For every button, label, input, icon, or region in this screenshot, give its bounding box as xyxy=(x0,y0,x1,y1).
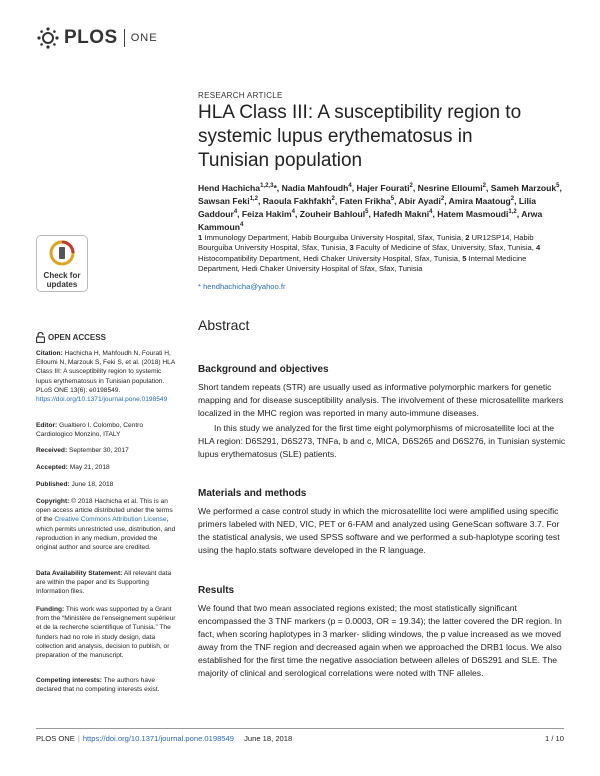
published-date: June 18, 2018 xyxy=(69,481,114,488)
article-type: RESEARCH ARTICLE xyxy=(198,91,283,100)
corresponding-email[interactable]: * hendhachicha@yahoo.fr xyxy=(198,282,286,291)
results-heading: Results xyxy=(198,585,235,596)
footer-journal: PLOS ONE xyxy=(36,734,75,743)
funding-block xyxy=(36,605,178,660)
background-heading: Background and objectives xyxy=(198,364,329,375)
background-paragraph-2: In this study we analyzed for the first time eight polymorphisms of microsatellite loci at the HLA region: D6S291, D6S273, TNFa, b and c, MICA, D6S265 and D6S276, in Tunisian systemic lupus erythematosus (SLE) patients. xyxy=(198,423,566,459)
results-paragraph: We found that two mean associated regions existed; the most statistically significant encompassed the 3 TNF markers (p = 0.0003, OR = 19.34); the latter covered the DR region. In fact, when scoring haplotypes in 3 marker- sliding windows, the p value increased as we moved away from the TNF region and decreased again when we approached the DRB1 locus. We also established for the first time the negative association between alleles of D6S291 and SLE. The majority of clinical and serological correlations were noted with TNF alleles. xyxy=(198,603,562,678)
cc-license-link[interactable]: Creative Commons Attribution License xyxy=(54,516,167,524)
copyright-text-1: © 2018 Hachicha et al. This is an open access article distributed under the terms of the xyxy=(36,498,173,524)
citation-doi-link[interactable]: https://doi.org/10.1371/journal.pone.0198549 xyxy=(36,396,168,404)
methods-heading: Materials and methods xyxy=(198,488,307,499)
plos-logo-icon xyxy=(36,26,60,50)
copyright-text-2: , which permits unrestricted use, distribution, and reproduction in any medium, provided the original author and source are credited. xyxy=(36,516,176,552)
received-label: Received: xyxy=(36,447,68,454)
methods-paragraph: We performed a case control study in which the microsatellite loci were amplified using specific primers labeled with NED, VIC, PET or 6-FAM and analyzed using GeneScan software 3.7. For the statistical analysis, we used SPSS software and we performed a sub-haplotype scoring test using the haplo.stats software developed in the R language. xyxy=(198,506,560,555)
footer-citation: PLOS ONE | https://doi.org/10.1371/journal.pone.0198549 June 18, 2018 xyxy=(36,734,293,743)
competing-interests-text: The authors have declared that no competing interests exist. xyxy=(36,677,160,694)
page-number: 1 / 10 xyxy=(545,734,564,743)
data-availability-block xyxy=(36,569,178,597)
funding-label: Funding: xyxy=(36,606,65,613)
published-label: Published: xyxy=(36,481,70,488)
article-title: HLA Class III: A susceptibility region to systemic lupus erythematosus in Tunisian population xyxy=(198,102,522,171)
journal-sub: ONE xyxy=(130,32,158,44)
received-date: September 30, 2017 xyxy=(67,447,129,454)
citation-text: Hachicha H, Mahfoudh N, Fourati H, Elloumi N, Marzouk S, Feki S, et al. (2018) HLA Class III: A susceptibility region to systemic lupus erythematosus in Tunisian population. PLoS ONE 13(6): e0198549. xyxy=(36,350,175,394)
logo-divider xyxy=(124,29,125,47)
open-access-badge xyxy=(36,332,106,343)
abstract-heading: Abstract xyxy=(198,317,250,333)
copyright-label: Copyright: xyxy=(36,498,70,505)
received-block xyxy=(36,446,178,455)
check-updates-icon xyxy=(49,240,75,266)
citation-label: Citation: xyxy=(36,350,63,357)
data-availability-text: All relevant data are within the paper and its Supporting Information files. xyxy=(36,570,172,596)
data-availability-label: Data Availability Statement: xyxy=(36,570,123,577)
competing-interests-label: Competing interests: xyxy=(36,677,102,684)
check-updates-label-1: Check for xyxy=(43,271,81,280)
accepted-block xyxy=(36,463,178,472)
competing-interests-block xyxy=(36,676,178,694)
journal-name: PLOS xyxy=(64,27,118,48)
editor-label: Editor: xyxy=(36,422,58,429)
check-for-updates-button[interactable] xyxy=(36,235,88,292)
funding-text: This work was supported by a Grant from the “Ministère de l'enseignement supérieur et de la recherche scientifique of Tunisia.” The funders had no role in study design, data collection and analysis, decision to publish, or preparation of the manuscript. xyxy=(36,606,176,660)
editor-text: Gualtiero I. Colombo, Centro Cardiologico Monzino, ITALY xyxy=(36,422,144,439)
journal-logo[interactable] xyxy=(36,26,158,50)
background-paragraph-1: Short tandem repeats (STR) are usually used as informative polymorphic markers for genetic mapping and for disease susceptibility analysis. The involvement of these microsatellite markers localized in the MHC region was reported in many auto-immune diseases. xyxy=(198,382,564,418)
author-list: Hend Hachicha$^{1,2,3}$*, Nadia Mahfoudh$^4$, Hajer Fourati$^2$, Nesrine Elloumi$^2$, Sameh Marzouk$^5$, Sawsan Feki$^{1,2}$, Raoula Fakhfakh$^2$, Faten Frikha$^5$, Abir Ayadi$^2$, Amira Maatoug$^2$, Lilia Gaddour$^4$, Feiza Hakim$^4$, Zouheir Bahloul$^5$, Hafedh Makni$^4$, Hatem Masmoudi$^{1,2}$, Arwa Kammoun$^4$ xyxy=(198,182,562,233)
accepted-label: Accepted: xyxy=(36,464,68,471)
citation-block xyxy=(36,349,178,404)
editor-block xyxy=(36,421,178,439)
open-access-label: OPEN ACCESS xyxy=(48,333,106,342)
open-lock-icon xyxy=(36,332,45,343)
accepted-date: May 21, 2018 xyxy=(67,464,110,471)
footer-doi-link[interactable]: https://doi.org/10.1371/journal.pone.0198549 xyxy=(82,734,234,743)
footer-date: June 18, 2018 xyxy=(244,734,293,743)
published-block xyxy=(36,480,178,489)
check-updates-label-2: updates xyxy=(46,280,78,289)
affiliations: 1 Immunology Department, Habib Bourguiba University Hospital, Sfax, Tunisia, 2 UR12SP14, Habib Bourguiba University Hospital, Sfax, Tunisia, 3 Faculty of Medicine of Sfax, University, Sfax, Tunisia, 4 Histocompatibility Department, Hedi Chaker University Hospital, Sfax, Tunisia, 5 Internal Medicine Department, Hedi Chaker University Hospital of Sfax, Sfax, Tunisia xyxy=(198,233,541,273)
copyright-block xyxy=(36,497,178,552)
footer-divider xyxy=(36,728,564,729)
